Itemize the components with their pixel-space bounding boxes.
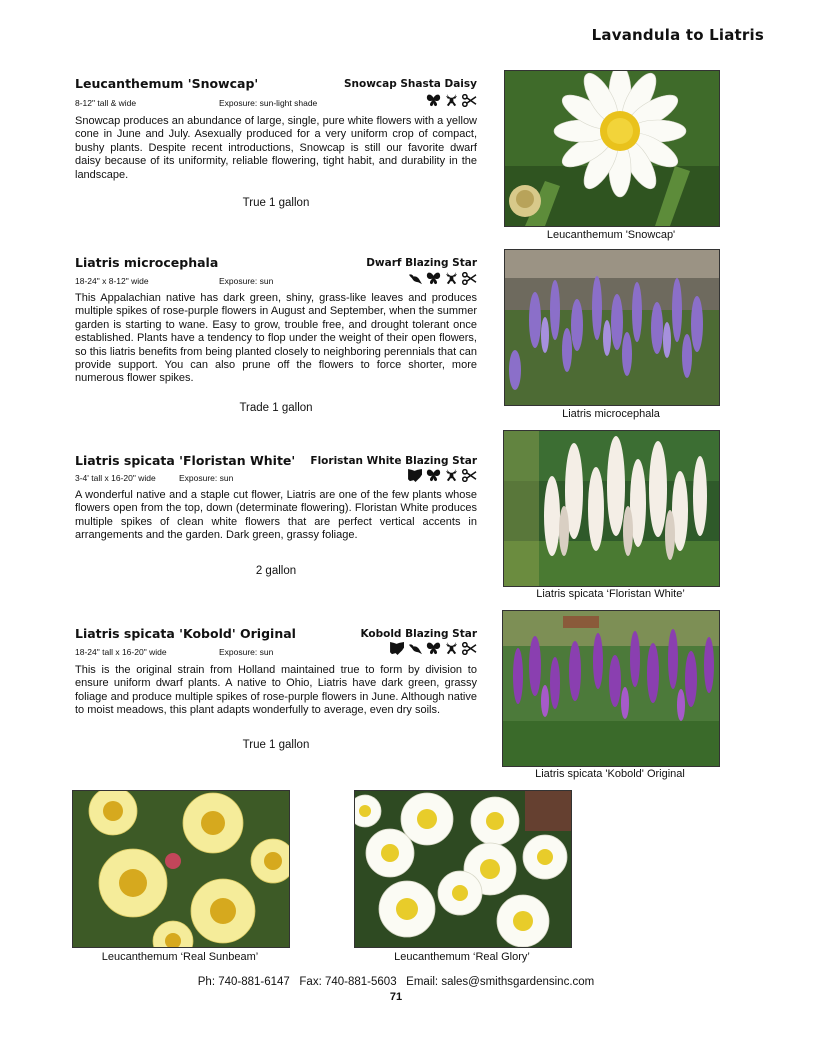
photo-real-sunbeam — [72, 790, 290, 948]
plant-entry-floristan-white — [75, 453, 477, 583]
deer-resistant-icon — [444, 469, 459, 482]
photo-snowcap — [504, 70, 720, 227]
footer-contact: Ph: 740-881-6147 Fax: 740-881-5603 Email: sales@smithsgardensinc.com — [197, 976, 595, 988]
deer-resistant-icon — [444, 642, 459, 655]
plant-description: This is the original strain from Holland maintained true to form by division to ensure uniform dwarf plants. A native to Ohio, Liatris have dark green, grassy foliage and produce multiple spikes of rose-purple flowers in June. Although native to moist meadows, this plant adapts wonderfully to average, even dry soils. — [75, 664, 477, 717]
cut-flower-icon — [462, 272, 477, 285]
cut-flower-icon — [462, 469, 477, 482]
photo-caption: Liatris spicata ‘Floristan White’ — [536, 588, 685, 600]
common-name: Kobold Blazing Star — [360, 628, 477, 640]
ohio-native-icon — [408, 469, 423, 482]
butterfly-icon — [426, 94, 441, 107]
plant-entry-kobold — [75, 626, 477, 756]
plant-entry-microcephala — [75, 255, 477, 420]
photo-kobold — [502, 610, 720, 767]
photo-caption: Leucanthemum ‘Real Sunbeam’ — [101, 951, 259, 963]
plant-name: Liatris spicata 'Kobold' Original — [75, 626, 296, 641]
plant-name: Liatris microcephala — [75, 255, 219, 270]
photo-microcephala — [504, 249, 720, 406]
page-header-title: Lavandula to Liatris — [591, 26, 764, 44]
container-size: Trade 1 gallon — [239, 402, 313, 414]
common-name: Snowcap Shasta Daisy — [343, 78, 477, 90]
common-name: Dwarf Blazing Star — [366, 257, 477, 269]
cut-flower-icon — [462, 94, 477, 107]
cut-flower-icon — [462, 642, 477, 655]
page-number: 71 — [389, 991, 403, 1003]
photo-floristan-white — [503, 430, 720, 587]
plant-name: Leucanthemum 'Snowcap' — [75, 76, 259, 91]
deer-resistant-icon — [444, 272, 459, 285]
plant-entry-snowcap — [75, 76, 477, 216]
ohio-native-icon — [390, 642, 405, 655]
plant-attribute-icons — [390, 642, 477, 655]
plant-exposure: Exposure: sun — [219, 647, 274, 657]
plant-dimensions: 18-24" x 8-12" wide — [75, 276, 149, 286]
deer-resistant-icon — [444, 94, 459, 107]
photo-caption: Liatris spicata 'Kobold' Original — [535, 768, 685, 780]
plant-dimensions: 8-12" tall & wide — [75, 98, 137, 108]
plant-description: A wonderful native and a staple cut flower, Liatris are one of the few plants whose flowers open from the top, down (determinate flowering). Floristan White produces multiple spikes of clean white flowers that are perfect vertical accents in arrangements and the garden. Dark green, grassy foliage. — [75, 489, 477, 542]
plant-attribute-icons — [408, 469, 477, 482]
plant-exposure: Exposure: sun — [219, 276, 274, 286]
common-name: Floristan White Blazing Star — [310, 455, 477, 467]
container-size: 2 gallon — [255, 565, 297, 577]
bird-icon — [408, 272, 423, 285]
plant-name: Liatris spicata 'Floristan White' — [75, 453, 296, 468]
photo-real-glory — [354, 790, 572, 948]
butterfly-icon — [426, 272, 441, 285]
plant-dimensions: 3-4' tall x 16-20" wide — [75, 473, 156, 483]
butterfly-icon — [426, 642, 441, 655]
bird-icon — [408, 642, 423, 655]
container-size: True 1 gallon — [242, 197, 310, 209]
plant-description: This Appalachian native has dark green, shiny, grass-like leaves and produces multiple spikes of rose-purple flowers in August and September, when the summer garden is starting to wane. Easy to grow, trouble free, and drought tolerant once established. Plants have a tendency to flop under the weight of their open flowers, so this liatris benefits from being planted closely to neighboring perennials that can provide support. You can also prune off the flowers to force shorter, more numerous flower spikes. — [75, 292, 477, 385]
photo-caption: Leucanthemum 'Snowcap' — [546, 229, 676, 241]
plant-dimensions: 18-24" tall x 16-20" wide — [75, 647, 167, 657]
plant-attribute-icons — [408, 272, 477, 285]
plant-exposure: Exposure: sun-light shade — [219, 98, 318, 108]
butterfly-icon — [426, 469, 441, 482]
plant-exposure: Exposure: sun — [179, 473, 234, 483]
photo-caption: Liatris microcephala — [562, 408, 660, 420]
plant-attribute-icons — [426, 94, 477, 107]
plant-description: Snowcap produces an abundance of large, single, pure white flowers with a yellow cone in June and July. Asexually produced for a very uniform crop of compact, bushy plants. Despite recent introductions, Snowcap is still our favorite dwarf daisy because of its uniformity, reliable flowering, tight habit, and durability in the landscape. — [75, 115, 477, 181]
container-size: True 1 gallon — [242, 739, 310, 751]
photo-caption: Leucanthemum ‘Real Glory’ — [394, 951, 530, 963]
